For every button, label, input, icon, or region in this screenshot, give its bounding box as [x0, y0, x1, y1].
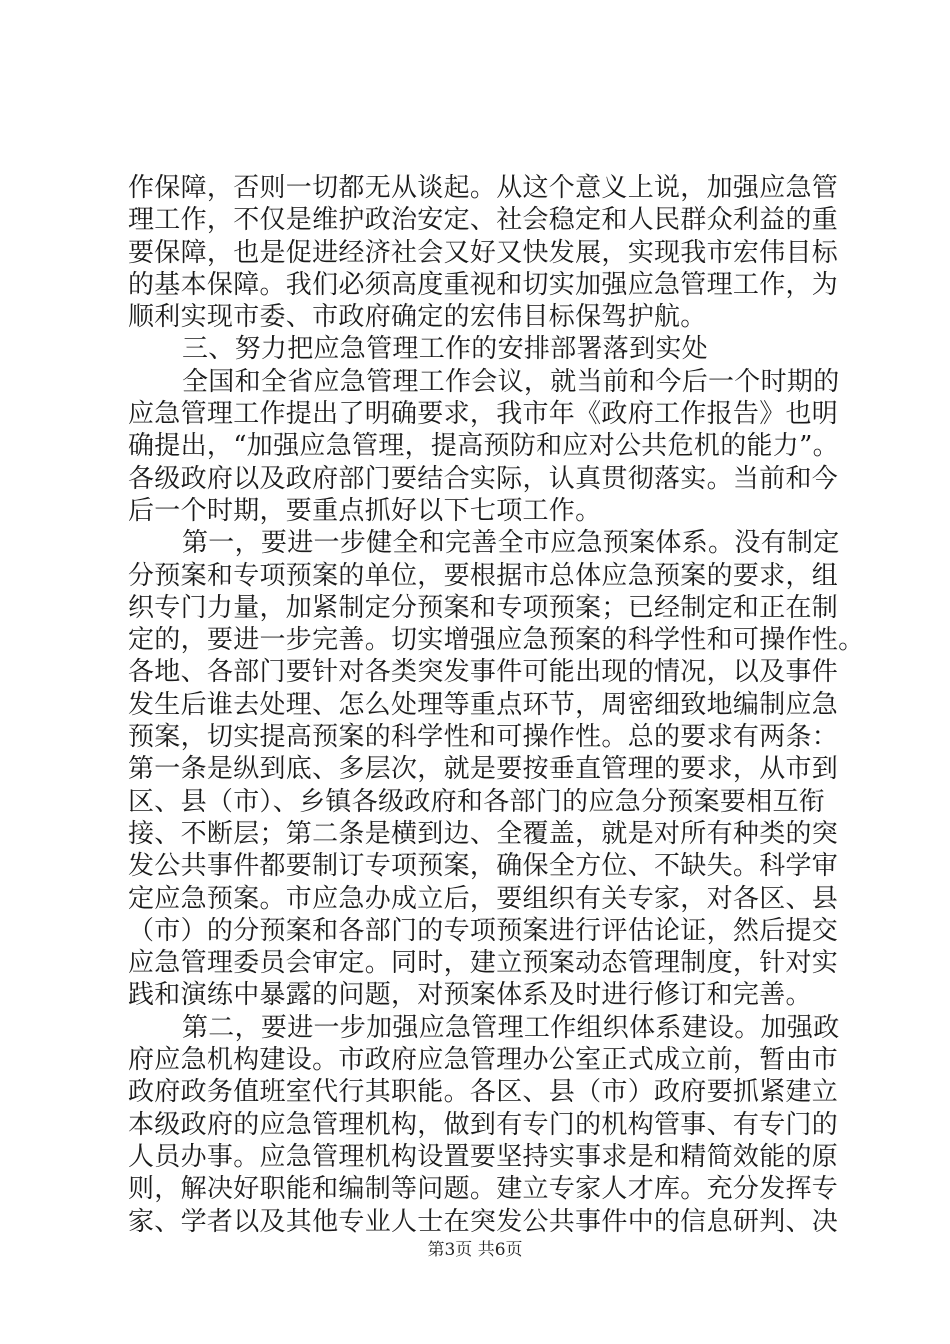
text-line: 全国和全省应急管理工作会议，就当前和今后一个时期的	[182, 366, 840, 397]
text-line: 政府政务值班室代行其职能。各区、县（市）政府要抓紧建立	[128, 1077, 839, 1108]
text-line: 府应急机构建设。市政府应急管理办公室正式成立前，暂由市	[128, 1045, 839, 1076]
text-line: 分预案和专项预案的单位，要根据市总体应急预案的要求，组	[128, 560, 839, 591]
text-line: 预案，切实提高预案的科学性和可操作性。总的要求有两条：	[128, 722, 839, 753]
text-line: 家、学者以及其他专业人士在突发公共事件中的信息研判、决	[128, 1206, 839, 1237]
text-line: 顺利实现市委、市政府确定的宏伟目标保驾护航。	[128, 302, 707, 333]
text-line: 定应急预案。市应急办成立后，要组织有关专家，对各区、县	[128, 883, 839, 914]
text-line: （市）的分预案和各部门的专项预案进行评估论证，然后提交	[128, 915, 839, 946]
text-line: 理工作，不仅是维护政治安定、社会稳定和人民群众利益的重	[128, 205, 839, 236]
text-line: 三、努力把应急管理工作的安排部署落到实处	[182, 334, 709, 365]
text-line: 接、不断层；第二条是横到边、全覆盖，就是对所有种类的突	[128, 818, 839, 849]
text-line: 确提出，“加强应急管理，提高预防和应对公共危机的能力”。	[128, 431, 839, 462]
text-line: 第二，要进一步加强应急管理工作组织体系建设。加强政	[182, 1012, 840, 1043]
text-line: 各级政府以及政府部门要结合实际，认真贯彻落实。当前和今	[128, 463, 839, 494]
text-line: 践和演练中暴露的问题，对预案体系及时进行修订和完善。	[128, 980, 812, 1011]
text-line: 人员办事。应急管理机构设置要坚持实事求是和精简效能的原	[128, 1141, 839, 1172]
page-footer: 第3页 共6页	[427, 1240, 523, 1260]
text-line: 则，解决好职能和编制等问题。建立专家人才库。充分发挥专	[128, 1174, 839, 1205]
text-line: 发公共事件都要制订专项预案，确保全方位、不缺失。科学审	[128, 851, 839, 882]
text-line: 各地、各部门要针对各类突发事件可能出现的情况，以及事件	[128, 657, 839, 688]
text-line: 第一条是纵到底、多层次，就是要按垂直管理的要求，从市到	[128, 754, 839, 785]
text-line: 的基本保障。我们必须高度重视和切实加强应急管理工作，为	[128, 269, 839, 300]
text-line: 织专门力量，加紧制定分预案和专项预案；已经制定和正在制	[128, 592, 839, 623]
text-line: 第一，要进一步健全和完善全市应急预案体系。没有制定	[182, 528, 840, 559]
text-line: 要保障，也是促进经济社会又好又快发展，实现我市宏伟目标	[128, 237, 839, 268]
text-line: 作保障，否则一切都无从谈起。从这个意义上说，加强应急管	[128, 173, 839, 203]
text-line: 区、县（市）、乡镇各级政府和各部门的应急分预案要相互衔	[128, 786, 826, 817]
text-line: 应急管理委员会审定。同时，建立预案动态管理制度，针对实	[128, 948, 839, 979]
document-body	[128, 172, 865, 1238]
text-line: 应急管理工作提出了明确要求，我市年《政府工作报告》也明	[128, 399, 839, 430]
text-line: 发生后谁去处理、怎么处理等重点环节，周密细致地编制应急	[128, 689, 839, 720]
text-line: 定的，要进一步完善。切实增强应急预案的科学性和可操作性。	[128, 625, 865, 656]
text-line: 后一个时期，要重点抓好以下七项工作。	[128, 495, 602, 526]
text-line: 本级政府的应急管理机构，做到有专门的机构管事、有专门的	[128, 1109, 839, 1140]
